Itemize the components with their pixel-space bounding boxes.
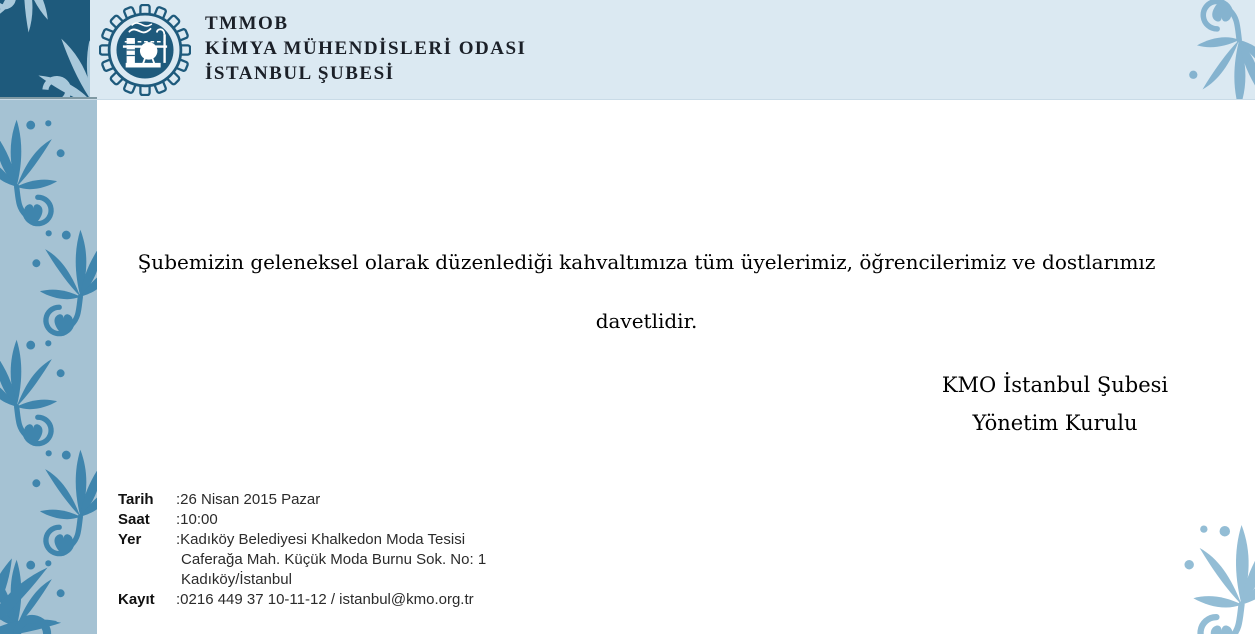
signature-org: KMO İstanbul Şubesi [941, 373, 1169, 397]
detail-row-date [118, 490, 486, 510]
signature-board: Yönetim Kurulu [972, 411, 1138, 435]
floral-sprig-icon [17, 212, 97, 362]
detail-row-time [118, 510, 486, 530]
signature-block [920, 366, 1190, 442]
invitation-message [110, 249, 1183, 334]
detail-row-place [118, 530, 486, 590]
place-line-1: :Kadıköy Belediyesi Khalkedon Moda Tesisi [176, 531, 466, 548]
place-line-2: Caferağa Mah. Küçük Moda Burnu Sok. No: 1 [181, 551, 487, 568]
detail-label: Saat [118, 511, 150, 528]
leaf-cluster-icon [0, 0, 63, 65]
detail-value [176, 530, 486, 590]
floral-sprig-bottom-right-icon [1156, 504, 1255, 634]
event-details [118, 490, 486, 610]
detail-row-registration [118, 590, 486, 610]
detail-value: :0216 449 37 10-11-12 / istanbul@kmo.org.tr [176, 591, 474, 608]
floral-sprig-icon [0, 102, 80, 252]
org-line-branch: İSTANBUL ŞUBESİ [205, 63, 395, 84]
floral-sprig-icon [0, 542, 80, 634]
detail-label: Yer [118, 531, 142, 548]
floral-sprig-top-right-icon [1167, 0, 1255, 100]
floral-sprig-icon [0, 322, 80, 472]
header-band [0, 0, 1255, 100]
kmo-gear-factory-logo-icon [99, 4, 191, 96]
sidebar-decor [0, 100, 97, 634]
corner-decor-panel [0, 0, 90, 97]
floral-sprig-icon [17, 432, 97, 582]
detail-value: :26 Nisan 2015 Pazar [176, 491, 321, 508]
message-line-1: Şubemizin geleneksel olarak düzenlediği kahvaltımıza tüm üyelerimiz, öğrencilerimiz ve dostlarımız [137, 250, 1156, 274]
detail-label: Kayıt [118, 591, 155, 608]
leaf-cluster-icon [12, 21, 90, 97]
org-title-block [205, 11, 526, 86]
org-line-chamber: KİMYA MÜHENDİSLERİ ODASI [205, 38, 527, 59]
detail-value: :10:00 [176, 511, 218, 528]
detail-label: Tarih [118, 491, 154, 508]
place-line-3: Kadıköy/İstanbul [181, 571, 292, 588]
message-line-2: davetlidir. [595, 309, 698, 333]
org-line-tmmob: TMMOB [205, 13, 289, 34]
leaf-cluster-icon [0, 530, 97, 634]
